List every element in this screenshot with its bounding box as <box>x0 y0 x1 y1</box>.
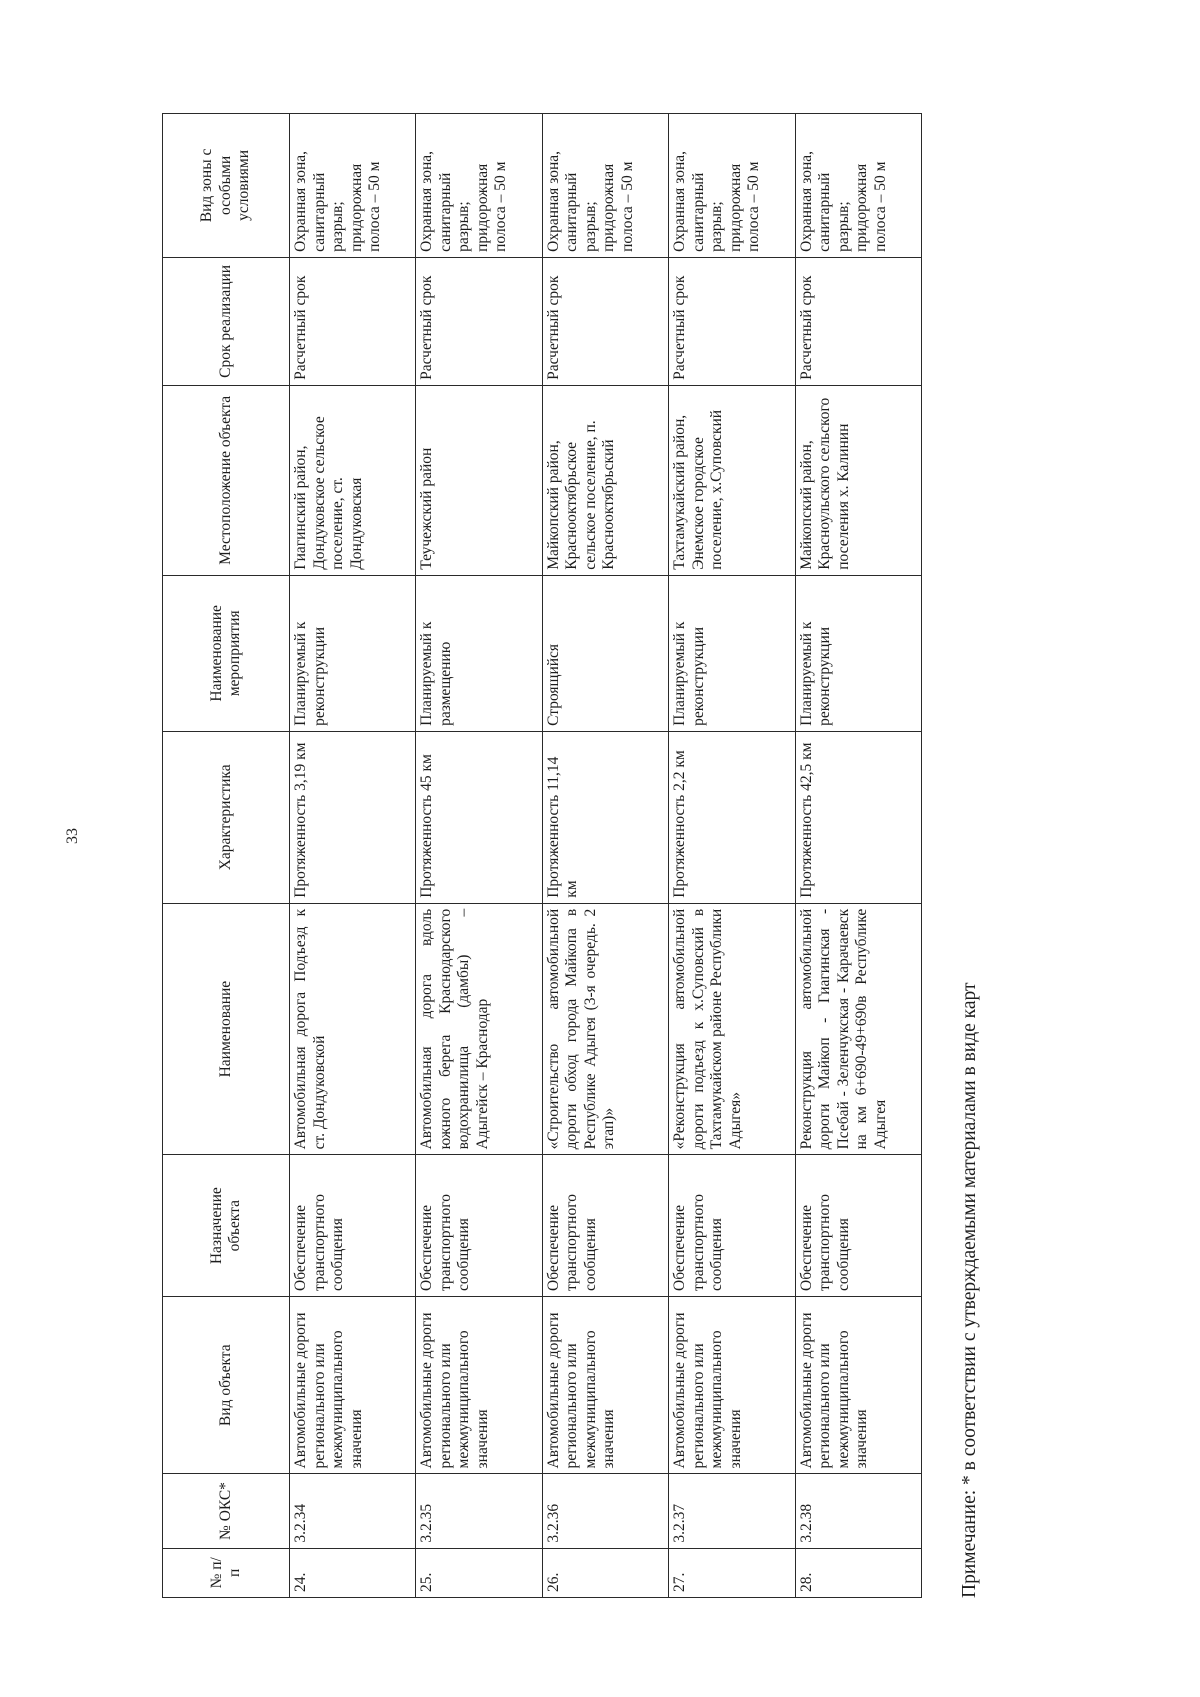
cell-zone-type: Охранная зона, санитарный разрыв; придорожная полоса – 50 м <box>795 114 921 258</box>
cell-oks-number: 3.2.38 <box>795 1474 921 1548</box>
footnote: Примечание: * в соответствии с утверждаемыми материалами в виде карт <box>959 982 980 1598</box>
cell-zone-type: Охранная зона, санитарный разрыв; придорожная полоса – 50 м <box>416 114 542 258</box>
cell-name: «Строительство автомобильной дороги обход города Майкопа в Республике Адыгея (3-я очередь. 2 этап)» <box>542 903 668 1155</box>
table-row <box>542 114 668 1598</box>
cell-characteristic: Протяженность 3,19 км <box>290 731 416 903</box>
header-location: Местоположение объекта <box>163 385 290 575</box>
header-object-type: Вид объекта <box>163 1296 290 1473</box>
header-oks-number: № ОКС* <box>163 1474 290 1548</box>
cell-zone-type: Охранная зона, санитарный разрыв; придорожная полоса – 50 м <box>669 114 795 258</box>
header-zone-type: Вид зоны с особыми условиями <box>163 114 290 258</box>
cell-oks-number: 3.2.34 <box>290 1474 416 1548</box>
table-row <box>669 114 795 1598</box>
cell-location: Тахтамукайский район, Энемское городское поселение, х.Суповский <box>669 385 795 575</box>
header-measure: Наименование мероприятия <box>163 575 290 731</box>
cell-measure: Планируемый к размещению <box>416 575 542 731</box>
cell-number: 28. <box>795 1548 921 1597</box>
cell-name: Реконструкция автомобильной дороги Майкоп - Гиагинская - Псебай - Зеленчукская - Карачаевск на км 6+690-49+690в Республике Адыгея <box>795 903 921 1155</box>
cell-name: «Реконструкция автомобильной дороги подъезд к х.Суповский в Тахтамукайском районе Республики Адыгея» <box>669 903 795 1155</box>
cell-term: Расчетный срок <box>416 257 542 385</box>
cell-name: Автомобильная дорога вдоль южного берега Краснодарского водохранилища (дамбы) – Адыгейск – Краснодар <box>416 903 542 1155</box>
cell-location: Теучежский район <box>416 385 542 575</box>
table-row <box>416 114 542 1598</box>
table-row <box>795 114 921 1598</box>
table-row <box>290 114 416 1598</box>
cell-number: 25. <box>416 1548 542 1597</box>
table-header-row <box>163 114 290 1598</box>
header-characteristic: Характеристика <box>163 731 290 903</box>
cell-characteristic: Протяженность 11,14 км <box>542 731 668 903</box>
cell-characteristic: Протяженность 45 км <box>416 731 542 903</box>
cell-purpose: Обеспечение транспортного сообщения <box>669 1155 795 1297</box>
cell-oks-number: 3.2.36 <box>542 1474 668 1548</box>
cell-characteristic: Протяженность 2,2 км <box>669 731 795 903</box>
cell-location: Гиагинский район, Дондуковское сельское поселение, ст. Дондуковская <box>290 385 416 575</box>
header-term: Срок реализации <box>163 257 290 385</box>
cell-purpose: Обеспечение транспортного сообщения <box>795 1155 921 1297</box>
header-purpose: Назначение объекта <box>163 1155 290 1297</box>
cell-zone-type: Охранная зона, санитарный разрыв; придорожная полоса – 50 м <box>290 114 416 258</box>
cell-term: Расчетный срок <box>795 257 921 385</box>
cell-location: Майкопский район, Красноульского сельского поселения х. Калинин <box>795 385 921 575</box>
objects-table <box>162 113 922 1598</box>
cell-term: Расчетный срок <box>542 257 668 385</box>
cell-oks-number: 3.2.35 <box>416 1474 542 1548</box>
cell-zone-type: Охранная зона, санитарный разрыв; придорожная полоса – 50 м <box>542 114 668 258</box>
cell-number: 27. <box>669 1548 795 1597</box>
cell-term: Расчетный срок <box>669 257 795 385</box>
cell-measure: Планируемый к реконструкции <box>669 575 795 731</box>
landscape-page <box>162 113 1112 1598</box>
cell-object-type: Автомобильные дороги регионального или межмуниципального значения <box>669 1296 795 1473</box>
cell-number: 24. <box>290 1548 416 1597</box>
page-number: 33 <box>64 828 81 844</box>
cell-object-type: Автомобильные дороги регионального или межмуниципального значения <box>416 1296 542 1473</box>
cell-purpose: Обеспечение транспортного сообщения <box>542 1155 668 1297</box>
cell-measure: Планируемый к реконструкции <box>290 575 416 731</box>
header-name: Наименование <box>163 903 290 1155</box>
cell-characteristic: Протяженность 42,5 км <box>795 731 921 903</box>
cell-purpose: Обеспечение транспортного сообщения <box>416 1155 542 1297</box>
cell-location: Майкопский район, Краснооктябрьское сельское поселение, п. Краснооктябрьский <box>542 385 668 575</box>
cell-measure: Планируемый к реконструкции <box>795 575 921 731</box>
cell-object-type: Автомобильные дороги регионального или межмуниципального значения <box>290 1296 416 1473</box>
cell-term: Расчетный срок <box>290 257 416 385</box>
cell-object-type: Автомобильные дороги регионального или межмуниципального значения <box>542 1296 668 1473</box>
cell-object-type: Автомобильные дороги регионального или межмуниципального значения <box>795 1296 921 1473</box>
cell-oks-number: 3.2.37 <box>669 1474 795 1548</box>
cell-number: 26. <box>542 1548 668 1597</box>
cell-name: Автомобильная дорога Подъезд к ст. Дондуковской <box>290 903 416 1155</box>
cell-measure: Строящийся <box>542 575 668 731</box>
cell-purpose: Обеспечение транспортного сообщения <box>290 1155 416 1297</box>
header-number: № п/п <box>163 1548 290 1597</box>
